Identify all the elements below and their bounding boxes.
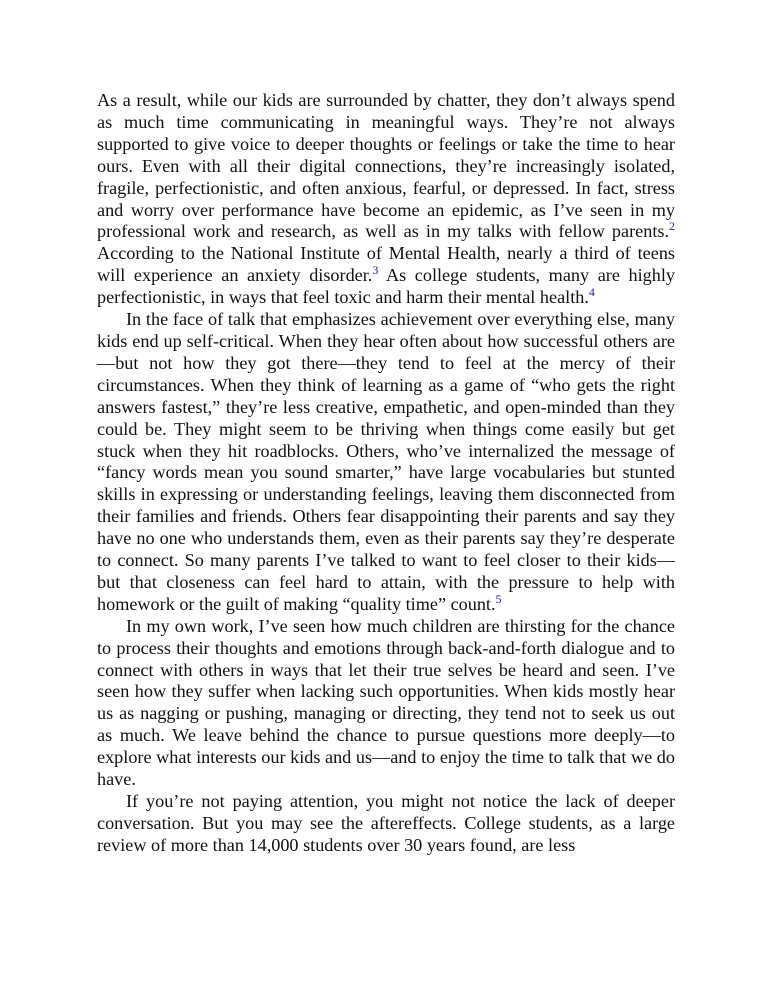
paragraph-text: In my own work, I’ve seen how much children are thirsting for the chance to process their thoughts and emotions through back-and-forth dialogue and to connect with others in ways that let their true selves be heard and seen. I’ve seen how they suffer when lacking such opportunities. When kids mostly hear us as nagging or pushing, managing or directing, they tend not to seek us out as much. We leave behind the chance to pursue questions more deeply—to explore what interests our kids and us—and to enjoy the time to talk that we do have. xyxy=(97,615,675,790)
paragraph-text: As a result, while our kids are surrounded by chatter, they don’t always spend as much time communicating in meaningful ways. They’re not always supported to give voice to deeper thoughts or feelings or take the time to hear ours. Even with all their digital connections, they’re increasingly isolated, fragile, perfectionistic, and often anxious, fearful, or depressed. In fact, stress and worry over performance have become an epidemic, as I’ve seen in my professional work and research, as well as in my talks with fellow parents. xyxy=(97,90,675,242)
paragraph-3 xyxy=(97,616,675,791)
footnote-link-2[interactable]: 2 xyxy=(669,219,675,234)
footnote-link-5[interactable]: 5 xyxy=(495,591,502,606)
paragraph-text: As college students, many are highly perfectionistic, in ways that feel toxic and harm their mental health. xyxy=(97,265,675,308)
footnote-link-4[interactable]: 4 xyxy=(588,285,595,300)
paragraph-text: In the face of talk that emphasizes achievement over everything else, many kids end up self-critical. When they hear often about how successful others are—but not how they got there—they tend to feel at the mercy of their circumstances. When they think of learning as a game of “who gets the right answers fastest,” they’re less creative, empathetic, and open-minded than they could be. They might seem to be thriving when things come easily but get stuck when they hit roadblocks. Others, who’ve internalized the message of “fancy words mean you sound smarter,” have large vocabularies but stunted skills in expressing or understanding feelings, leaving them disconnected from their families and friends. Others fear disappointing their parents and say they have no one who understands them, even as their parents say they’re desperate to connect. So many parents I’ve talked to want to feel closer to their kids—but that closeness can feel hard to attain, with the pressure to help with homework or the guilt of making “quality time” count. xyxy=(97,309,675,614)
page-body xyxy=(97,90,675,857)
paragraph-text: If you’re not paying attention, you might not notice the lack of deeper conversation. But you may see the aftereffects. College students, as a large review of more than 14,000 students over 30 years found, are less xyxy=(97,791,675,855)
paragraph-2 xyxy=(97,309,675,616)
paragraph-text: According to the National Institute of Mental Health, nearly a third of teens will experience an anxiety disorder. xyxy=(97,243,675,286)
paragraph-1 xyxy=(97,90,675,309)
paragraph-4 xyxy=(97,791,675,857)
footnote-link-3[interactable]: 3 xyxy=(372,263,379,278)
